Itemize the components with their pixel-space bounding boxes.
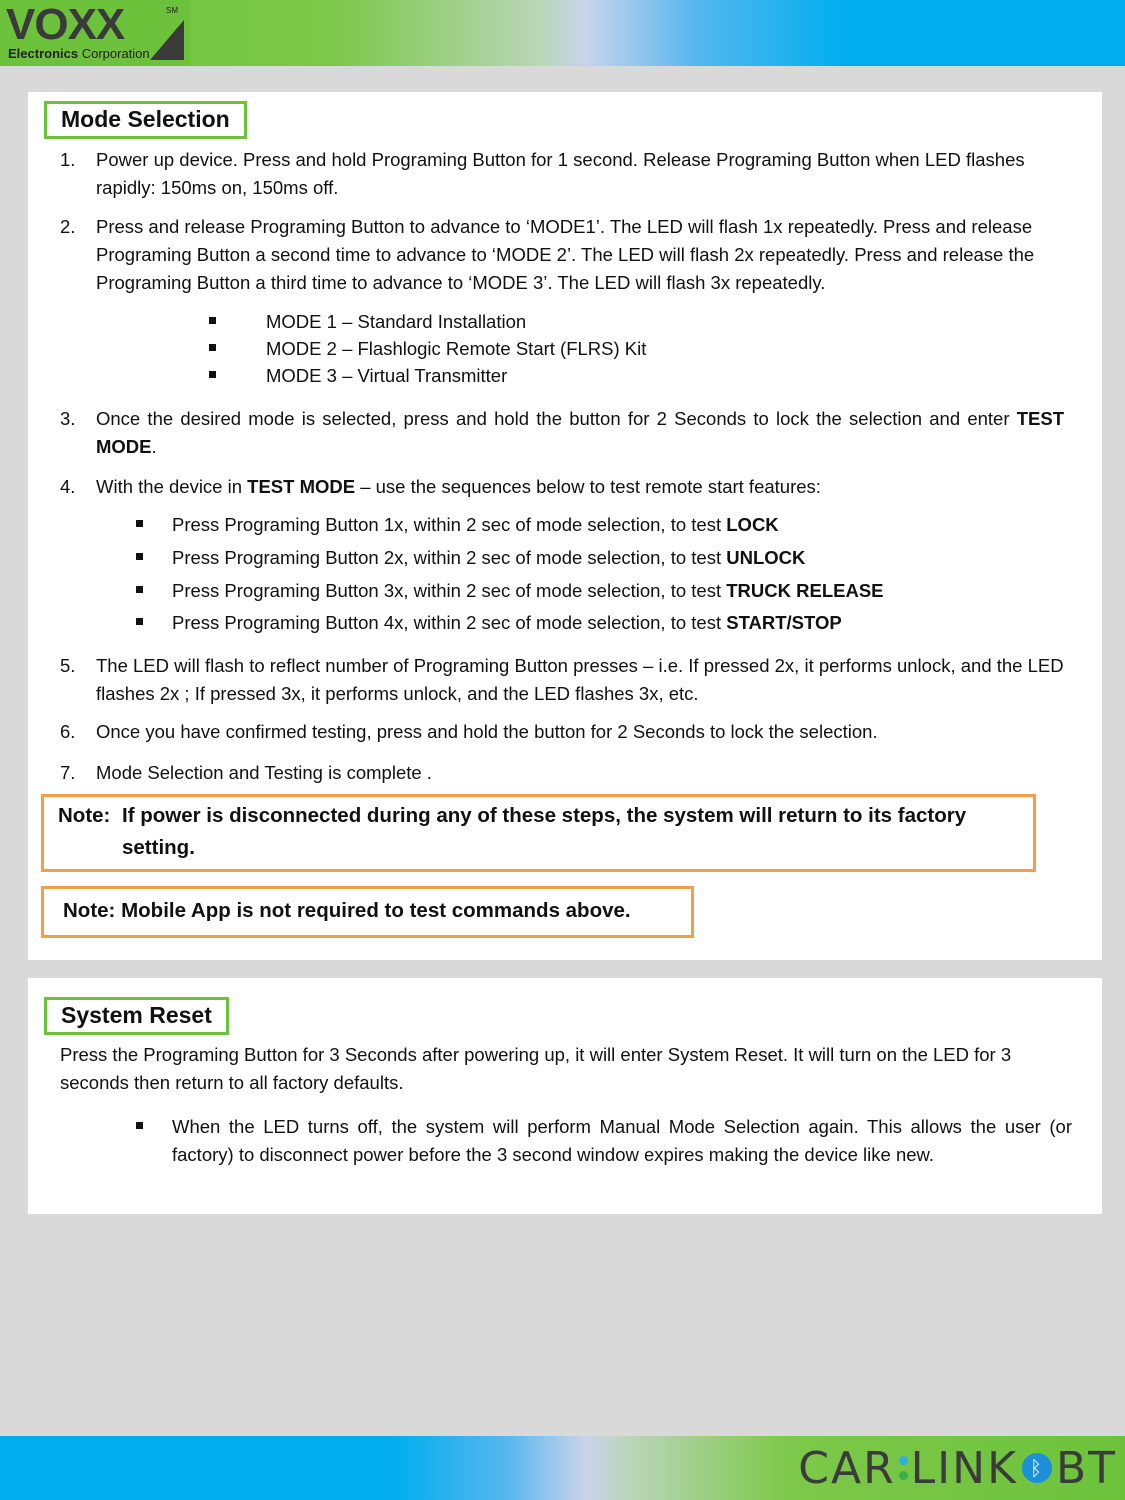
test-text: Press Programing Button 3x, within 2 sec of mode selection, to test	[172, 580, 727, 601]
test-mode-bold: TEST MODE	[247, 476, 356, 497]
brand-link: LINK	[910, 1442, 1018, 1494]
factory-reset-note	[41, 794, 1036, 872]
voxx-logo	[0, 0, 190, 66]
test-text: Press Programing Button 1x, within 2 sec of mode selection, to test	[172, 514, 727, 535]
bullet-square-icon	[136, 618, 143, 625]
footer-band	[0, 1436, 1125, 1500]
test-list-item	[172, 577, 884, 605]
step-number: 6.	[60, 721, 76, 742]
mode-list-item: MODE 1 – Standard Installation	[266, 311, 527, 332]
mobile-app-note	[41, 886, 694, 938]
bullet-square-icon	[136, 1122, 143, 1129]
logo-wordmark: VOXX	[6, 0, 125, 49]
step-number: 7.	[60, 762, 76, 783]
step-text: Press and release Programing Button to advance to ‘MODE1’. The LED will flash 1x repeatedly. Press and release Programing Button a second time to advance to ‘MODE 2’. The LED will flash 2x repeatedly. Press and release the Programing Button a third time to advance to ‘MODE 3’. The LED will flash 3x repeatedly.	[96, 216, 1035, 293]
logo-subtitle-bold: Electronics	[8, 46, 79, 61]
bullet-square-icon	[136, 553, 143, 560]
test-text: Press Programing Button 4x, within 2 sec of mode selection, to test	[172, 612, 727, 633]
step-text-part: .	[151, 436, 157, 457]
bullet-square-icon	[136, 586, 143, 593]
logo-wedge-shape	[150, 20, 184, 60]
mode-selection-panel	[28, 92, 1102, 960]
test-list-item	[172, 609, 842, 637]
bluetooth-icon: ᛒ	[1022, 1453, 1052, 1483]
bullet-square-icon	[209, 317, 216, 324]
bullet-square-icon	[209, 371, 216, 378]
step-text	[96, 473, 1066, 501]
brand-car: CAR	[798, 1442, 896, 1494]
test-command: LOCK	[726, 514, 779, 535]
test-text: Press Programing Button 2x, within 2 sec of mode selection, to test	[172, 547, 727, 568]
step-text: Power up device. Press and hold Programing Button for 1 second. Release Programing Button when LED flashes rapidly: 150ms on, 150ms off.	[96, 149, 1025, 198]
test-list-item	[172, 544, 805, 572]
step-number: 5.	[60, 655, 76, 676]
mode-list-item: MODE 3 – Virtual Transmitter	[266, 365, 508, 386]
bullet-square-icon	[209, 344, 216, 351]
step-text-part: With the device in	[96, 476, 248, 497]
test-list-item	[172, 511, 779, 539]
logo-service-mark: SM	[166, 6, 178, 15]
step-text: Once you have confirmed testing, press and hold the button for 2 Seconds to lock the selection.	[96, 721, 878, 742]
system-reset-title: System Reset	[44, 997, 229, 1035]
step-number: 2.	[60, 216, 76, 237]
header-band	[0, 0, 1125, 66]
brand-bt: BT	[1055, 1442, 1117, 1494]
step-text: The LED will flash to reflect number of Programing Button presses – i.e. If pressed 2x, it performs unlock, and the LED flashes 2x ; If pressed 3x, it performs unlock, and the LED flashes 3x, etc.	[96, 655, 1064, 704]
reset-bullet: When the LED turns off, the system will perform Manual Mode Selection again. This allows the user (or factory) to disconnect power before the 3 second window expires making the device like new.	[172, 1116, 1072, 1165]
carlink-bt-logo	[798, 1444, 1117, 1492]
test-command: TRUCK RELEASE	[726, 580, 884, 601]
step-text-part: Once the desired mode is selected, press and hold the button for 2 Seconds to lock the selection and enter	[96, 408, 1017, 429]
logo-subtitle	[8, 46, 150, 61]
system-reset-panel	[28, 978, 1102, 1214]
step-text-part: – use the sequences below to test remote start features:	[355, 476, 821, 497]
logo-subtitle-rest: Corporation	[81, 46, 150, 61]
step-number: 4.	[60, 476, 76, 497]
mode-list-item: MODE 2 – Flashlogic Remote Start (FLRS) Kit	[266, 338, 647, 359]
test-command: START/STOP	[726, 612, 842, 633]
note-line-1: If power is disconnected during any of these steps, the system will return to its factory	[122, 804, 967, 827]
step-text: Mode Selection and Testing is complete .	[96, 762, 432, 783]
bullet-square-icon	[136, 520, 143, 527]
note-prefix: Note:	[58, 804, 111, 827]
mode-selection-title: Mode Selection	[44, 101, 247, 139]
test-command: UNLOCK	[726, 547, 806, 568]
step-number: 3.	[60, 408, 76, 429]
note-text: Note: Mobile App is not required to test commands above.	[63, 899, 631, 922]
test-mode-bold: TEST MODE	[96, 408, 1064, 457]
step-text	[96, 405, 1064, 461]
reset-paragraph: Press the Programing Button for 3 Seconds after powering up, it will enter System Reset. It will turn on the LED for 3 seconds then return to all factory defaults.	[60, 1044, 1012, 1093]
step-number: 1.	[60, 149, 76, 170]
brand-colon-dots	[899, 1456, 908, 1480]
note-line-2: setting.	[122, 836, 195, 859]
